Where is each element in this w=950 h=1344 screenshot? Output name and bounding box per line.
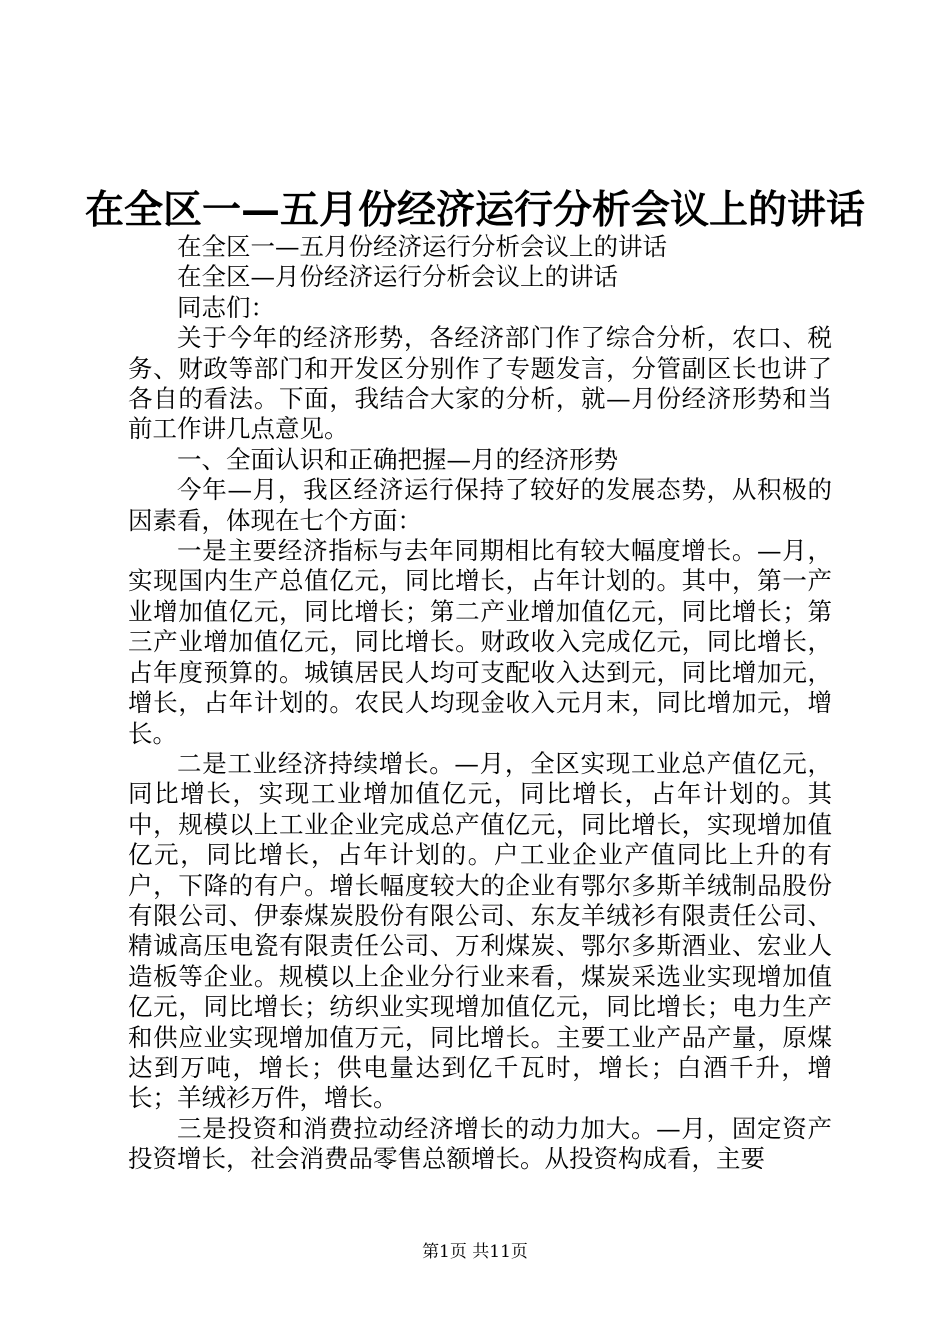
paragraph-point-3: 三是投资和消费拉动经济增长的动力加大。—月，固定资产投资增长，社会消费品零售总额增长。从投资构成看，主要 xyxy=(128,1113,832,1174)
paragraph-subtitle-1: 在全区一—五月份经济运行分析会议上的讲话 xyxy=(177,232,667,261)
page-number-footer: 第1页 共11页 xyxy=(422,1242,528,1262)
document-title: 在全区一—五月份经济运行分析会议上的讲话 xyxy=(84,187,865,233)
paragraph-overview: 今年—月，我区经济运行保持了较好的发展态势，从积极的因素看，体现在七个方面： xyxy=(128,475,832,535)
paragraph-point-2: 二是工业经济持续增长。—月，全区实现工业总产值亿元，同比增长，实现工业增加值亿元，同比增长，占年计划的。其中，规模以上工业企业完成总产值亿元，同比增长，实现增加值亿元，同比增长，占年计划的。户工业企业产值同比上升的有户，下降的有户。增长幅度较大的企业有鄂尔多斯羊绒制品股份有限公司、伊泰煤炭股份有限公司、东友羊绒衫有限责任公司、精诚高压电瓷有限责任公司、万利煤炭、鄂尔多斯酒业、宏业人造板等企业。规模以上企业分行业来看，煤炭采选业实现增加值亿元，同比增长；纺织业实现增加值亿元，同比增长；电力生产和供应业实现增加值万元，同比增长。主要工业产品产量，原煤达到万吨，增长；供电量达到亿千瓦时，增长；白酒千升，增长；羊绒衫万件，增长。 xyxy=(128,748,832,1113)
document-body xyxy=(128,232,832,1175)
paragraph-subtitle-2: 在全区—月份经济运行分析会议上的讲话 xyxy=(177,262,618,292)
paragraph-salutation: 同志们： xyxy=(177,292,275,322)
section-heading-1: 一、全面认识和正确把握—月的经济形势 xyxy=(177,444,618,474)
paragraph-intro: 关于今年的经济形势，各经济部门作了综合分析，农口、税务、财政等部门和开发区分别作了专题发言，分管副区长也讲了各自的看法。下面，我结合大家的分析，就—月份经济形势和当前工作讲几点意见。 xyxy=(128,323,832,444)
paragraph-point-1: 一是主要经济指标与去年同期相比有较大幅度增长。—月，实现国内生产总值亿元，同比增长，占年计划的。其中，第一产业增加值亿元，同比增长；第二产业增加值亿元，同比增长；第三产业增加值亿元，同比增长。财政收入完成亿元，同比增长，占年度预算的。城镇居民人均可支配收入达到元，同比增加元，增长，占年计划的。农民人均现金收入元月末，同比增加元，增长。 xyxy=(128,536,832,748)
